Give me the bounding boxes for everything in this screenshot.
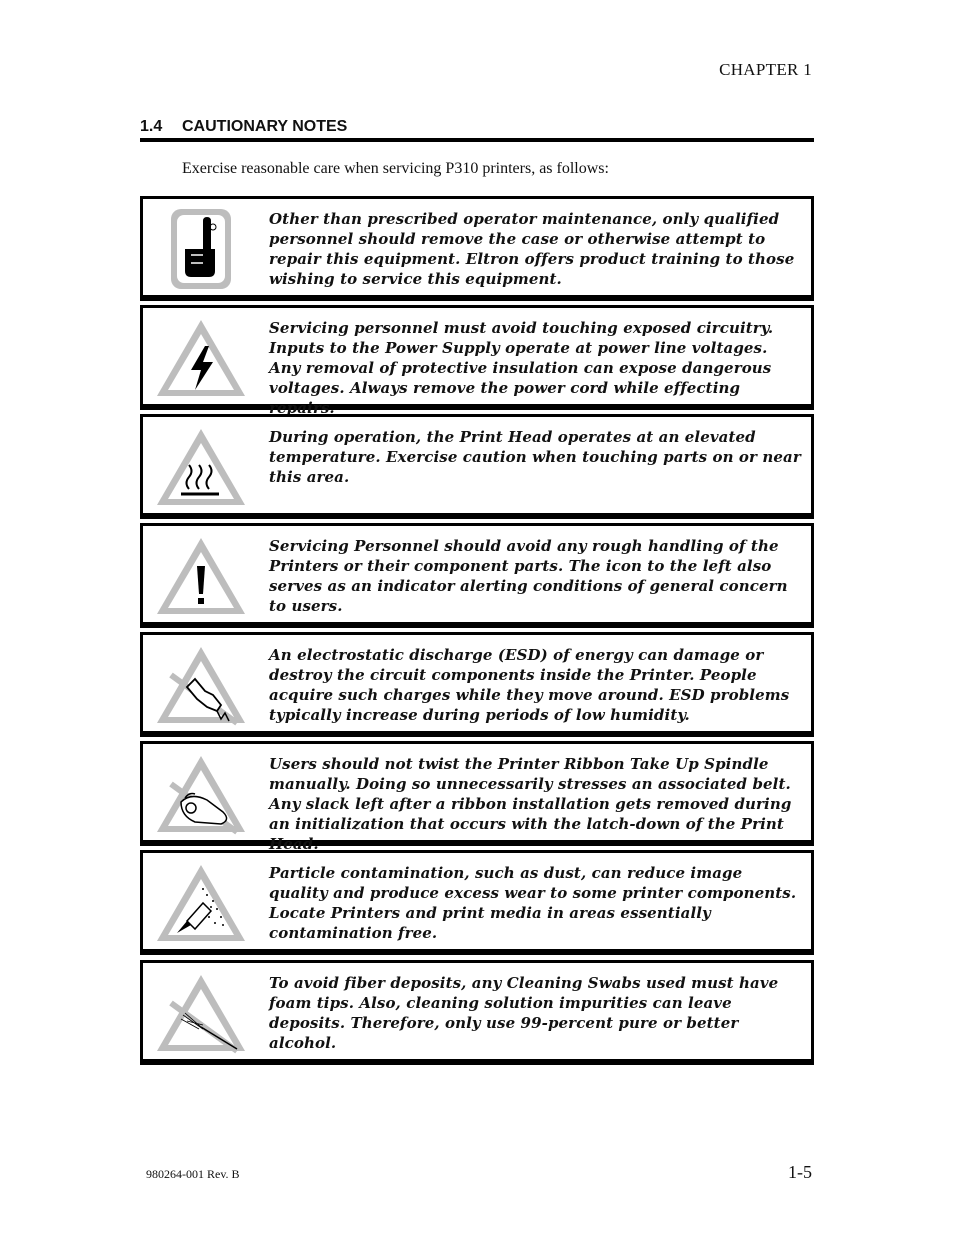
page-number: 1-5 (788, 1162, 812, 1182)
general-caution-icon (151, 532, 251, 618)
particle-contamination-icon (151, 859, 251, 945)
chapter-label: CHAPTER 1 (719, 60, 812, 79)
note-text: During operation, the Print Head operates at an elevated temperature. Exercise caution when touching parts on or near this area. (269, 428, 801, 486)
no-fiber-swab-icon (151, 969, 251, 1055)
note-text: Other than prescribed operator maintenance, only qualified personnel should remove the case or otherwise attempt to repair this equipment. Eltron offers product training to those wishing to service this equipment. (269, 210, 795, 288)
esd-hand-icon (151, 641, 251, 727)
caution-note (140, 850, 814, 952)
electrical-hazard-icon (151, 314, 251, 400)
note-text: An electrostatic discharge (ESD) of energy can damage or destroy the circuit components inside the Printer. People acquire such charges while they move around. ESD problems typically increase during periods of low humidity. (269, 646, 790, 724)
note-text: Users should not twist the Printer Ribbon Take Up Spindle manually. Doing so unnecessarily stresses an associated belt. Any slack left after a ribbon installation gets removed during an initialization that occurs with the latch-down of the Print Head. (269, 755, 792, 853)
caution-note (140, 741, 814, 853)
document-number: 980264-001 Rev. B (146, 1167, 240, 1181)
note-text: Particle contamination, such as dust, can reduce image quality and produce excess wear to some printer components. Locate Printers and print media in areas essentially contamination free. (269, 864, 797, 942)
caution-note (140, 960, 814, 1062)
caution-note (140, 305, 814, 417)
hot-surface-icon (151, 423, 251, 509)
section-title: CAUTIONARY NOTES (182, 118, 348, 135)
caution-note (140, 196, 814, 298)
note-text: Servicing Personnel should avoid any rough handling of the Printers or their component parts. The icon to the left also serves as an indicator alerting conditions of general concern to users. (269, 537, 788, 615)
no-twist-hand-icon (151, 750, 251, 836)
note-text: Servicing personnel must avoid touching exposed circuitry. Inputs to the Power Supply operate at power line voltages. Any removal of protective insulation can expose dangerous voltages. Always remove the power cord while effecting repairs. (269, 319, 774, 417)
caution-note (140, 414, 814, 516)
intro-text: Exercise reasonable care when servicing P310 printers, as follows: (182, 160, 609, 177)
section-heading (140, 118, 814, 142)
section-number: 1.4 (140, 118, 163, 135)
note-text: To avoid fiber deposits, any Cleaning Swabs used must have foam tips. Also, cleaning solution impurities can leave deposits. Therefore, only use 99-percent pure or better alcohol. (269, 974, 779, 1052)
caution-note (140, 632, 814, 734)
caution-note (140, 523, 814, 625)
pointing-hand-note-icon (151, 205, 251, 291)
